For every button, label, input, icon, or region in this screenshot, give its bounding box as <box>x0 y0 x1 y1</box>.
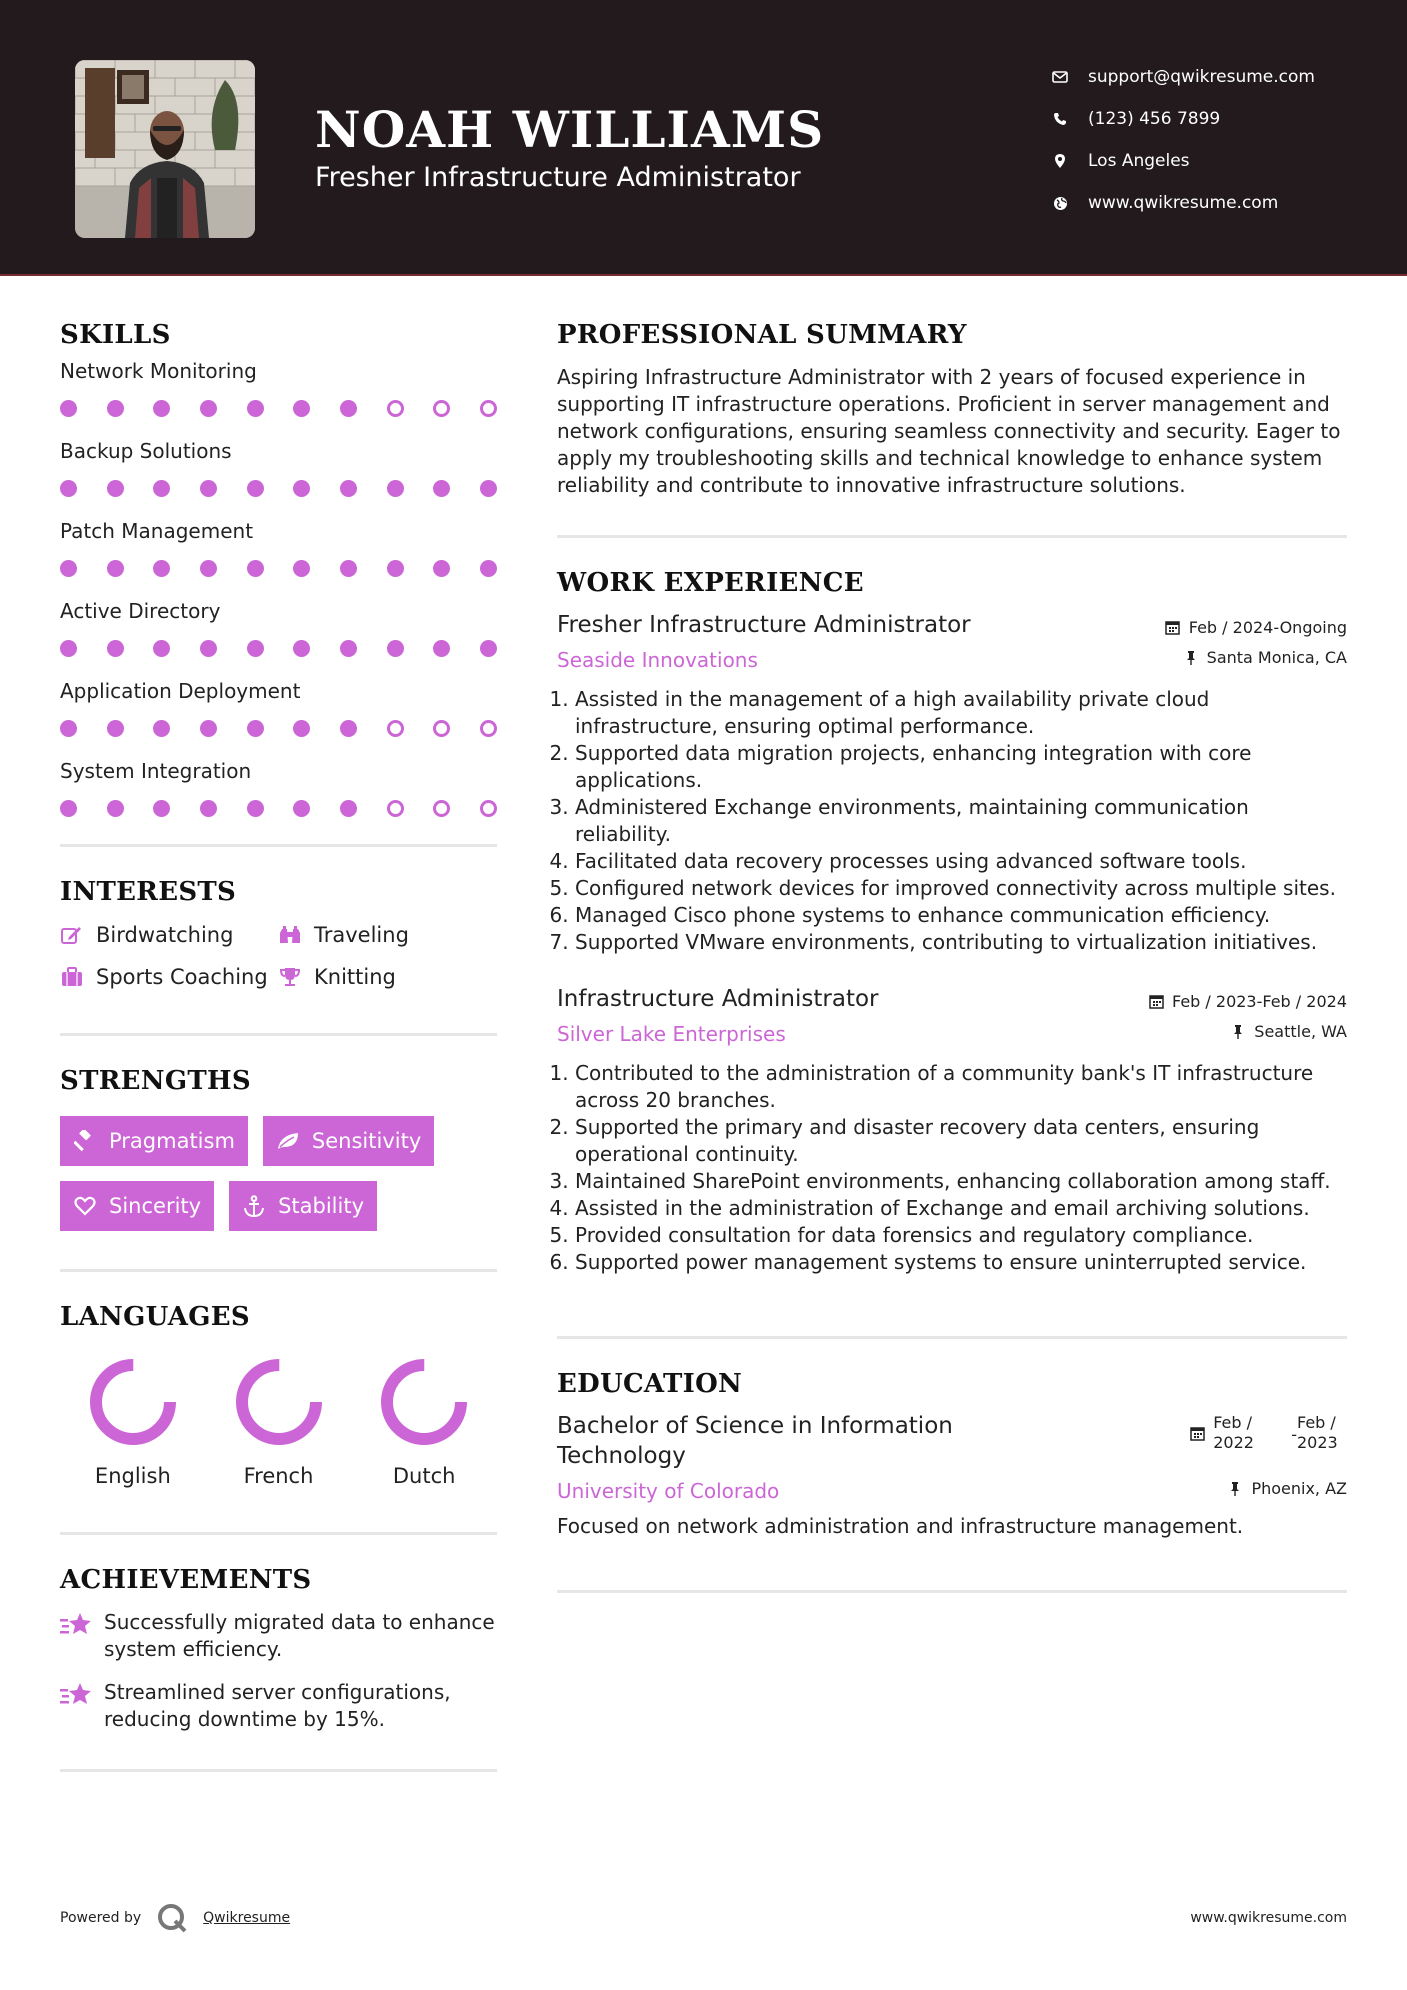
experience-heading: WORK EXPERIENCE <box>557 568 864 598</box>
skills-heading: SKILLS <box>60 320 171 350</box>
rating-dot-filled <box>153 560 170 577</box>
edit-icon <box>60 923 84 947</box>
job-location: Santa Monica, CA <box>1206 648 1347 667</box>
rating-dot-filled <box>247 640 264 657</box>
skill-item <box>60 436 497 510</box>
rating-dot-filled <box>340 400 357 417</box>
rating-dot-empty <box>433 400 450 417</box>
strength-tag <box>60 1181 214 1231</box>
rating-dot-filled <box>247 400 264 417</box>
rating-dot-filled <box>153 720 170 737</box>
duty-item: 6. Supported power management systems to ensure uninterrupted service. <box>575 1249 1347 1276</box>
contact-email-text: support@qwikresume.com <box>1088 67 1315 87</box>
shooting-star-icon <box>60 1679 94 1709</box>
rating-dot-filled <box>387 640 404 657</box>
rating-dot-filled <box>60 640 77 657</box>
job-date: Feb / 2024-Ongoing <box>1188 618 1347 637</box>
rating-dot-filled <box>293 640 310 657</box>
rating-dot-empty <box>387 800 404 817</box>
rating-dot-filled <box>293 400 310 417</box>
map-pin-icon <box>1050 151 1070 171</box>
education-entry <box>557 1411 1347 1540</box>
rating-dot-filled <box>200 720 217 737</box>
achievements-heading: ACHIEVEMENTS <box>60 1565 312 1595</box>
interest-item <box>278 923 497 947</box>
achievement-text: Successfully migrated data to enhance system efficiency. <box>104 1610 495 1661</box>
rating-dot-empty <box>480 800 497 817</box>
job-entry <box>557 612 1347 956</box>
language-item <box>206 1356 352 1488</box>
duty-item: 3. Administered Exchange environments, maintaining communication reliability. <box>575 794 1347 848</box>
rating-dot-filled <box>247 720 264 737</box>
contact-website-text: www.qwikresume.com <box>1088 193 1279 213</box>
rating-dot-filled <box>480 560 497 577</box>
language-name: Dutch <box>392 1464 456 1488</box>
language-item <box>351 1356 497 1488</box>
section-divider <box>60 1769 497 1772</box>
powered-by-label: Powered by <box>60 1910 142 1926</box>
rating-dot-filled <box>153 400 170 417</box>
rating-dot-filled <box>293 800 310 817</box>
rating-dot-filled <box>153 640 170 657</box>
rating-dot-filled <box>60 480 77 497</box>
duty-item: 4. Facilitated data recovery processes using advanced software tools. <box>575 848 1347 875</box>
rating-dot-filled <box>107 560 124 577</box>
job-title: Infrastructure Administrator <box>557 986 879 1012</box>
right-column <box>557 320 1347 1593</box>
section-divider <box>557 535 1347 538</box>
interest-label: Knitting <box>314 965 396 989</box>
skills-list <box>60 356 497 830</box>
candidate-name: NOAH WILLIAMS <box>315 100 825 159</box>
job-duties <box>557 686 1347 956</box>
language-proficiency-ring <box>378 1356 470 1448</box>
contact-location <box>1050 140 1315 182</box>
language-item <box>60 1356 206 1488</box>
contact-email[interactable] <box>1050 56 1315 98</box>
binoculars-icon <box>278 923 302 947</box>
strength-label: Sincerity <box>109 1194 202 1218</box>
trophy-icon <box>278 965 302 989</box>
rating-dot-filled <box>247 480 264 497</box>
contact-phone-text: (123) 456 7899 <box>1088 109 1221 129</box>
interest-label: Traveling <box>314 923 409 947</box>
strength-tag <box>229 1181 377 1231</box>
qwikresume-link[interactable]: Qwikresume <box>203 1910 291 1926</box>
rating-dot-filled <box>433 560 450 577</box>
summary-heading: PROFESSIONAL SUMMARY <box>557 320 967 350</box>
job-location: Seattle, WA <box>1254 1022 1347 1041</box>
interest-label: Birdwatching <box>96 923 234 947</box>
section-divider <box>60 1532 497 1535</box>
rating-dot-filled <box>433 640 450 657</box>
section-divider <box>60 844 497 847</box>
candidate-title: Fresher Infrastructure Administrator <box>315 162 801 193</box>
rating-dot-empty <box>387 400 404 417</box>
rating-dot-filled <box>153 480 170 497</box>
rating-dot-empty <box>480 720 497 737</box>
rating-dot-filled <box>247 800 264 817</box>
rating-dot-empty <box>433 800 450 817</box>
profile-photo <box>75 60 255 238</box>
calendar-icon <box>1165 620 1181 636</box>
rating-dot-filled <box>60 560 77 577</box>
rating-dot-filled <box>107 400 124 417</box>
language-proficiency-ring <box>87 1356 179 1448</box>
achievement-text: Streamlined server configurations, reducing downtime by 15%. <box>104 1680 451 1731</box>
section-divider <box>557 1336 1347 1339</box>
duty-item: 5. Provided consultation for data forensics and regulatory compliance. <box>575 1222 1347 1249</box>
interest-label: Sports Coaching <box>96 965 268 989</box>
education-location: Phoenix, AZ <box>1251 1479 1347 1498</box>
contact-website[interactable] <box>1050 182 1315 224</box>
interests-heading: INTERESTS <box>60 877 237 907</box>
rating-dot-filled <box>60 720 77 737</box>
strength-label: Pragmatism <box>109 1129 235 1153</box>
rating-dot-filled <box>200 640 217 657</box>
job-date: Feb / 2023-Feb / 2024 <box>1172 992 1347 1011</box>
languages-heading: LANGUAGES <box>60 1302 250 1332</box>
rating-dot-filled <box>200 480 217 497</box>
skill-rating <box>60 466 497 510</box>
education-description: Focused on network administration and infrastructure management. <box>557 1514 1244 1538</box>
summary-text: Aspiring Infrastructure Administrator with 2 years of focused experience in supporting IT infrastructure operations. Proficient in server management and network configurations, ensuring seamless connectivity and security. Eager to apply my troubleshooting skills and technical knowledge to enhance system reliability and contribute to innovative infrastructure solutions. <box>557 365 1341 497</box>
rating-dot-filled <box>340 480 357 497</box>
skill-rating <box>60 786 497 830</box>
interest-item <box>278 965 497 989</box>
achievement-item <box>60 1609 497 1663</box>
strengths-heading: STRENGTHS <box>60 1066 251 1096</box>
calendar-icon <box>1189 1425 1205 1441</box>
education-start-date: Feb / 2022 <box>1213 1413 1254 1452</box>
contact-list <box>1050 56 1315 224</box>
rating-dot-filled <box>107 720 124 737</box>
degree-title: Bachelor of Science in Information Technology <box>557 1413 953 1469</box>
rating-dot-filled <box>200 400 217 417</box>
skill-name: System Integration <box>60 759 252 783</box>
duty-item: 1. Contributed to the administration of a community bank's IT infrastructure across 20 branches. <box>575 1060 1347 1114</box>
skill-item <box>60 596 497 670</box>
rating-dot-filled <box>247 560 264 577</box>
rating-dot-filled <box>340 800 357 817</box>
skill-item <box>60 756 497 830</box>
skill-name: Application Deployment <box>60 679 301 703</box>
calendar-icon <box>1148 994 1164 1010</box>
achievement-item <box>60 1679 497 1733</box>
language-name: English <box>94 1464 171 1488</box>
qwikresume-logo-icon <box>155 1901 189 1935</box>
skill-name: Patch Management <box>60 519 254 543</box>
suitcase-icon <box>60 965 84 989</box>
rating-dot-filled <box>293 560 310 577</box>
job-title: Fresher Infrastructure Administrator <box>557 612 971 638</box>
contact-location-text: Los Angeles <box>1088 151 1190 171</box>
interest-item <box>60 965 278 989</box>
rating-dot-filled <box>60 800 77 817</box>
resume-header <box>0 0 1407 276</box>
duty-item: 7. Supported VMware environments, contributing to virtualization initiatives. <box>575 929 1347 956</box>
rating-dot-filled <box>107 640 124 657</box>
skill-rating <box>60 546 497 590</box>
section-divider <box>60 1269 497 1272</box>
rating-dot-filled <box>107 800 124 817</box>
rating-dot-filled <box>107 480 124 497</box>
language-proficiency-ring <box>233 1356 325 1448</box>
rating-dot-empty <box>480 400 497 417</box>
education-heading: EDUCATION <box>557 1369 743 1399</box>
duty-item: 6. Managed Cisco phone systems to enhance communication efficiency. <box>575 902 1347 929</box>
skill-item <box>60 516 497 590</box>
pushpin-icon <box>1227 1481 1243 1497</box>
footer-url[interactable]: www.qwikresume.com <box>1190 1910 1347 1926</box>
rating-dot-filled <box>480 480 497 497</box>
left-column <box>60 320 497 1772</box>
rating-dot-filled <box>200 560 217 577</box>
section-divider <box>60 1033 497 1036</box>
school-name: University of Colorado <box>557 1479 780 1503</box>
skill-name: Backup Solutions <box>60 439 232 463</box>
strengths-list <box>60 1116 497 1231</box>
skill-rating <box>60 706 497 750</box>
strength-label: Stability <box>278 1194 365 1218</box>
pushpin-icon <box>1183 650 1199 666</box>
skill-name: Network Monitoring <box>60 359 257 383</box>
education-date-separator: - <box>1291 1425 1297 1444</box>
languages-list <box>60 1356 497 1488</box>
strength-label: Sensitivity <box>311 1129 422 1153</box>
skill-rating <box>60 386 497 430</box>
rating-dot-filled <box>340 720 357 737</box>
strength-tag <box>60 1116 248 1166</box>
language-name: French <box>243 1464 314 1488</box>
gavel-icon <box>73 1129 97 1153</box>
duty-item: 3. Maintained SharePoint environments, enhancing collaboration among staff. <box>575 1168 1347 1195</box>
rating-dot-filled <box>293 720 310 737</box>
rating-dot-empty <box>387 720 404 737</box>
interest-item <box>60 923 278 947</box>
envelope-icon <box>1050 67 1070 87</box>
interests-list <box>60 923 497 989</box>
skill-item <box>60 356 497 430</box>
skill-name: Active Directory <box>60 599 221 623</box>
job-entry <box>557 986 1347 1276</box>
achievements-list <box>60 1609 497 1733</box>
strength-tag <box>263 1116 434 1166</box>
phone-icon <box>1050 109 1070 129</box>
rating-dot-filled <box>293 480 310 497</box>
duty-item: 4. Assisted in the administration of Exchange and email archiving solutions. <box>575 1195 1347 1222</box>
heart-icon <box>73 1194 97 1218</box>
page-footer <box>60 1898 1347 1938</box>
rating-dot-filled <box>480 640 497 657</box>
job-duties <box>557 1060 1347 1276</box>
rating-dot-filled <box>340 560 357 577</box>
rating-dot-filled <box>153 800 170 817</box>
duty-item: 1. Assisted in the management of a high availability private cloud infrastructure, ensuring optimal performance. <box>575 686 1347 740</box>
rating-dot-filled <box>387 560 404 577</box>
shooting-star-icon <box>60 1609 94 1639</box>
rating-dot-empty <box>433 720 450 737</box>
rating-dot-filled <box>433 480 450 497</box>
education-end-date: Feb / 2023 <box>1297 1413 1338 1452</box>
duty-item: 2. Supported the primary and disaster recovery data centers, ensuring operational continuity. <box>575 1114 1347 1168</box>
duty-item: 2. Supported data migration projects, enhancing integration with core applications. <box>575 740 1347 794</box>
powered-by <box>60 1901 290 1935</box>
rating-dot-filled <box>200 800 217 817</box>
company-name: Silver Lake Enterprises <box>557 1022 786 1046</box>
rating-dot-filled <box>340 640 357 657</box>
contact-phone[interactable] <box>1050 98 1315 140</box>
leaf-icon <box>276 1129 300 1153</box>
section-divider <box>557 1590 1347 1593</box>
anchor-icon <box>242 1194 266 1218</box>
rating-dot-filled <box>387 480 404 497</box>
company-name: Seaside Innovations <box>557 648 758 672</box>
skill-item <box>60 676 497 750</box>
skill-rating <box>60 626 497 670</box>
pushpin-icon <box>1230 1024 1246 1040</box>
duty-item: 5. Configured network devices for improved connectivity across multiple sites. <box>575 875 1347 902</box>
globe-icon <box>1050 193 1070 213</box>
rating-dot-filled <box>60 400 77 417</box>
